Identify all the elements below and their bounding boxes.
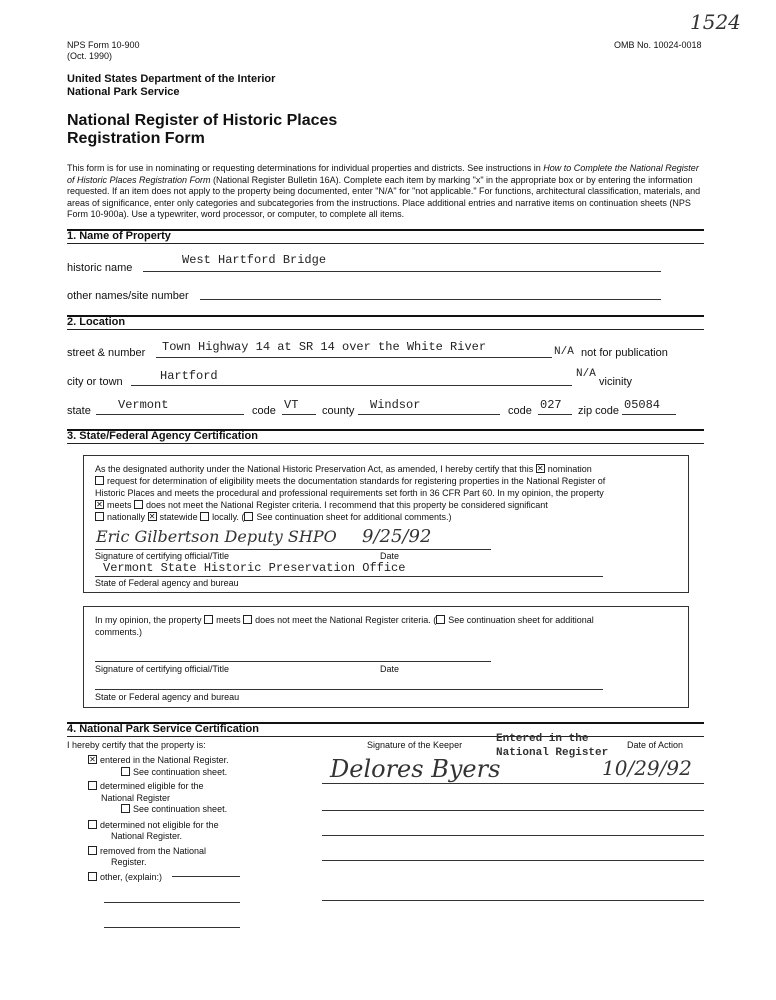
vicinity-mark[interactable]: N/A: [576, 368, 596, 380]
date-of-action-label: Date of Action: [627, 740, 684, 750]
not-eligible-label: determined not eligible for the: [100, 819, 219, 830]
removed-checkbox[interactable]: [88, 846, 97, 855]
opinion-agency-line: [95, 689, 603, 690]
section2-heading-rule: [67, 329, 704, 330]
instructions-paragraph: [67, 163, 707, 221]
cert-line2-text: request for determination of eligibility meets the documentation standards for registering properties in the National Register of: [107, 476, 606, 486]
opinion-agency-label: State or Federal agency and bureau: [95, 692, 240, 702]
other-names-label: other names/site number: [67, 290, 189, 302]
eligible-continuation-checkbox[interactable]: [121, 804, 130, 813]
keeper-line5: [322, 900, 704, 901]
continuation-sheet-checkbox[interactable]: [244, 512, 253, 521]
opinion-intro: In my opinion, the property: [95, 615, 202, 625]
certifying-date: 9/25/92: [362, 526, 432, 547]
section1-heading: 1. Name of Property: [67, 230, 171, 242]
statewide-checkbox[interactable]: [148, 512, 157, 521]
option-entered-cont: [88, 767, 229, 779]
entered-label: entered in the National Register.: [100, 755, 229, 765]
not-eligible-checkbox[interactable]: [88, 820, 97, 829]
signature-line: [95, 549, 491, 550]
agency-line: [95, 576, 603, 577]
state-code-label: code: [252, 405, 276, 417]
section3-heading: 3. State/Federal Agency Certification: [67, 430, 258, 442]
department-name: United States Department of the Interior: [67, 73, 276, 85]
city-value[interactable]: Hartford: [160, 369, 218, 383]
signature-label: Signature of certifying official/Title: [95, 551, 230, 561]
street-label: street & number: [67, 347, 146, 359]
removed-label: removed from the National: [100, 845, 207, 856]
county-value[interactable]: Windsor: [370, 398, 421, 412]
option-entered: [88, 755, 229, 767]
entered-checkbox[interactable]: [88, 755, 97, 764]
other-explain-line1: [172, 876, 240, 877]
handwritten-record-number: 1524: [690, 10, 741, 34]
opinion-line1: [95, 614, 681, 626]
certifying-signature: Eric Gilbertson Deputy SHPO: [96, 527, 337, 546]
option-other: [88, 872, 229, 884]
street-value[interactable]: Town Highway 14 at SR 14 over the White River: [162, 340, 487, 354]
agency-header: [67, 73, 275, 99]
not-for-publication-mark[interactable]: N/A: [554, 346, 574, 358]
keeper-line4: [322, 860, 704, 861]
nationally-checkbox[interactable]: [95, 512, 104, 521]
opinion-does-not-meet-label: does not meet the National Register criteria. (: [255, 615, 437, 625]
form-number-block: [67, 40, 140, 62]
instructions-title: How to Complete the National Register of Historic Places Registration Form: [67, 163, 699, 185]
cert-line1-text: As the designated authority under the National Historic Preservation Act, as amended, I hereby certify that this: [95, 464, 534, 474]
keeper-line1: [322, 783, 704, 784]
zip-label: zip code: [578, 405, 619, 417]
county-code-value[interactable]: 027: [540, 398, 562, 412]
nomination-label: nomination: [547, 464, 592, 474]
does-not-meet-label: does not meet the National Register criteria. I recommend that this property be considered significant: [146, 500, 548, 510]
section2-heading: 2. Location: [67, 316, 126, 328]
opinion-meets-checkbox[interactable]: [204, 615, 213, 624]
city-label: city or town: [67, 376, 123, 388]
form-title: [67, 112, 337, 148]
option-not-eligible-line2: National Register.: [111, 831, 183, 841]
nps-options: [88, 755, 229, 883]
state-code-value[interactable]: VT: [284, 398, 299, 412]
nomination-checkbox[interactable]: [536, 464, 545, 473]
opinion-continuation-checkbox[interactable]: [436, 615, 445, 624]
cert-line1: [95, 463, 685, 475]
section2-top-rule: [67, 315, 704, 317]
entered-continuation-checkbox[interactable]: [121, 767, 130, 776]
instructions-part2: (National Register Bulletin 16A). Complete each item by marking "x" in the appropriate box or by entering the information requested. If an item does not apply to the property being documented, enter "N/A" for "not applicable." For functions, architectural classification, materials, and areas of significance, enter only categories and subcategories from the instructions. Place additional entries and narrative items on continuation sheets (NPS Form 10-900a). Use a typewriter, word processor, or computer, to complete all items.: [67, 174, 701, 219]
other-label: other, (explain:): [100, 871, 163, 882]
section3-heading-rule: [67, 443, 704, 444]
form-number: NPS Form 10-900: [67, 40, 140, 50]
form-title-line2: Registration Form: [67, 130, 205, 147]
zip-value[interactable]: 05084: [624, 398, 661, 412]
vicinity-label: vicinity: [599, 376, 633, 388]
historic-name-label: historic name: [67, 262, 133, 274]
eligible-label: determined eligible for the: [100, 781, 204, 791]
eligible-continuation-label: See continuation sheet.: [133, 804, 228, 814]
omb-number: OMB No. 10024-0018: [614, 40, 702, 50]
section1-heading-rule: [67, 243, 704, 244]
entered-stamp-line1: Entered in the: [496, 733, 589, 745]
opinion-meets-label: meets: [216, 615, 241, 625]
cert-line2: [95, 475, 685, 487]
section4-heading-rule: [67, 736, 704, 737]
action-date: 10/29/92: [602, 756, 692, 780]
street-line: [156, 357, 552, 358]
entered-stamp-line2: National Register: [496, 747, 609, 759]
keeper-signature: Delores Byers: [330, 755, 501, 783]
request-determination-checkbox[interactable]: [95, 476, 104, 485]
cert-line3: Historic Places and meets the procedural and professional requirements set forth in 36 CFR Part 60. In my opinion, the property: [95, 488, 604, 498]
locally-checkbox[interactable]: [200, 512, 209, 521]
state-label: state: [67, 405, 91, 417]
locally-label: locally. (: [212, 512, 245, 522]
state-value[interactable]: Vermont: [118, 398, 169, 412]
option-eligible: [88, 781, 229, 793]
does-not-meet-checkbox[interactable]: [134, 500, 143, 509]
form-date: (Oct. 1990): [67, 51, 113, 61]
entered-stamp: [496, 732, 608, 760]
instructions-part1: This form is for use in nominating or requesting determinations for individual properties and districts. See instructions in: [67, 163, 544, 173]
opinion-continuation-label: See continuation sheet for additional: [448, 615, 594, 625]
opinion-signature-label: Signature of certifying official/Title: [95, 664, 230, 674]
statewide-label: statewide: [159, 512, 198, 522]
zip-line: [622, 414, 676, 415]
continuation-label: See continuation sheet for additional comments.): [256, 512, 452, 522]
agency-label: State of Federal agency and bureau: [95, 578, 239, 588]
certification-text: [95, 463, 685, 523]
opinion-date-label: Date: [380, 664, 400, 674]
nationally-label: nationally: [107, 512, 146, 522]
state-line: [96, 414, 244, 415]
city-line: [131, 385, 572, 386]
keeper-line2: [322, 810, 704, 811]
meets-label: meets: [107, 500, 132, 510]
form-title-line1: National Register of Historic Places: [67, 112, 338, 129]
state-code-line: [282, 414, 316, 415]
section4-intro: I hereby certify that the property is:: [67, 740, 206, 750]
county-code-line: [538, 414, 572, 415]
county-code-label: code: [508, 405, 532, 417]
historic-name-value[interactable]: West Hartford Bridge: [182, 253, 327, 267]
agency-value[interactable]: Vermont State Historic Preservation Office: [103, 561, 406, 575]
opinion-signature-line: [95, 661, 491, 662]
cert-line4: [95, 499, 685, 511]
cert-line5: [95, 511, 685, 523]
not-for-publication-label: not for publication: [581, 347, 668, 359]
option-eligible-cont: [88, 804, 229, 816]
historic-name-line: [143, 271, 661, 272]
other-names-line: [200, 299, 661, 300]
option-removed-line2: Register.: [111, 857, 147, 867]
other-explain-line3: [104, 927, 240, 928]
opinion-comments: comments.): [95, 627, 143, 637]
county-line: [358, 414, 500, 415]
date-label: Date: [380, 551, 400, 561]
section4-heading: 4. National Park Service Certification: [67, 723, 259, 735]
opinion-text: [95, 614, 681, 638]
other-explain-line2: [104, 902, 240, 903]
option-removed: [88, 846, 229, 858]
meets-checkbox[interactable]: [95, 500, 104, 509]
keeper-label: Signature of the Keeper: [367, 740, 463, 750]
keeper-line3: [322, 835, 704, 836]
service-name: National Park Service: [67, 86, 180, 98]
option-eligible-line2: National Register: [101, 792, 171, 803]
eligible-checkbox[interactable]: [88, 781, 97, 790]
opinion-does-not-meet-checkbox[interactable]: [243, 615, 252, 624]
entered-continuation-label: See continuation sheet.: [133, 766, 228, 777]
option-not-eligible: [88, 820, 229, 832]
county-label: county: [322, 405, 355, 417]
other-checkbox[interactable]: [88, 872, 97, 881]
